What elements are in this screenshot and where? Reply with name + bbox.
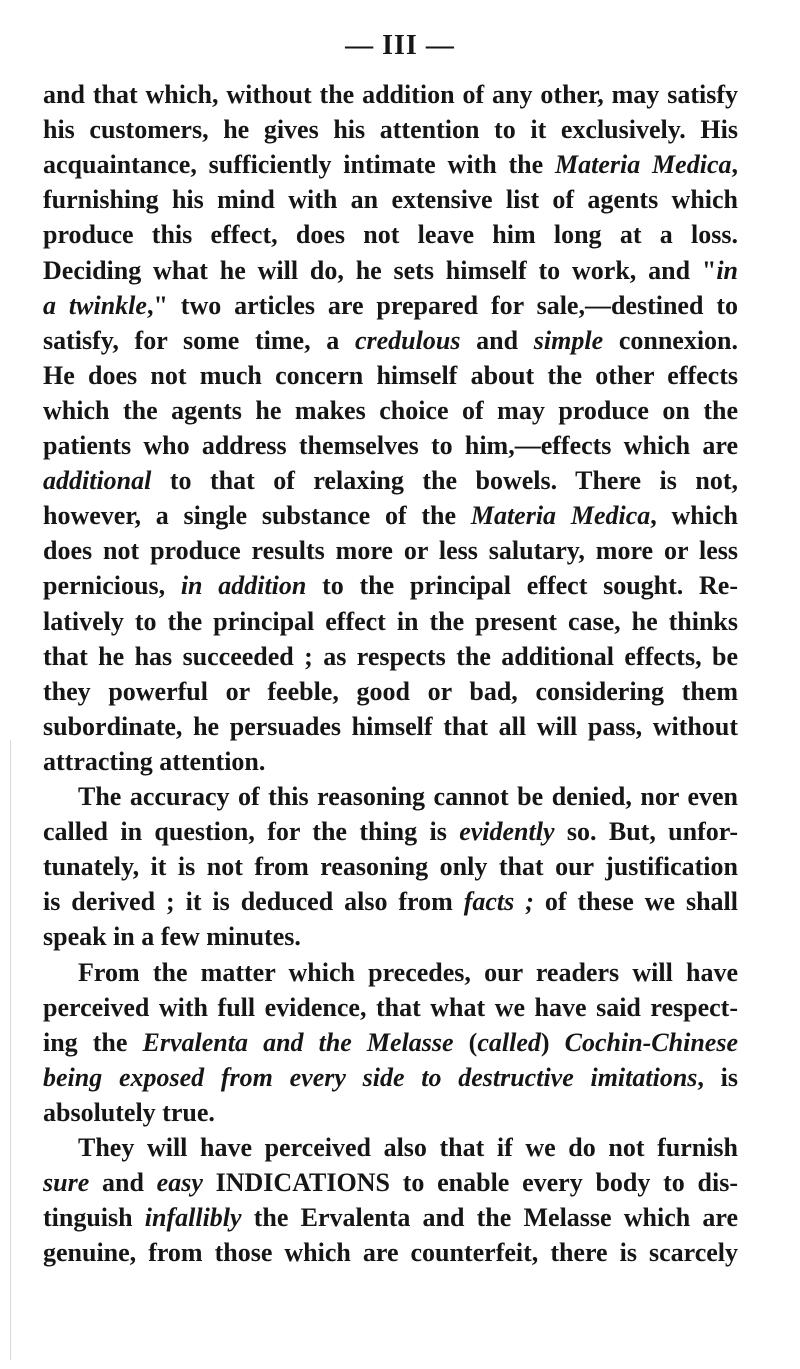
text-run: connexion. <box>603 325 739 355</box>
text-line <box>43 394 738 428</box>
text-line <box>43 850 738 884</box>
text-run: produce this effect, does not leave him long at a loss. <box>43 220 738 250</box>
text-run: He does not much concern himself about the other effects <box>43 360 738 390</box>
text-run: furnishing his mind with an extensive list of agents which <box>43 185 738 215</box>
text-run: From the matter which precedes, our readers will have <box>78 957 738 987</box>
text-line <box>43 745 265 779</box>
text-run: pernicious, <box>43 571 181 601</box>
text-run: ( <box>453 1027 478 1057</box>
text-line <box>43 1236 738 1270</box>
text-run: They will have perceived also that if we do not furnish <box>78 1133 738 1162</box>
text-run: perceived with full evidence, that what we have said respect- <box>43 992 738 1022</box>
text-run: so. But, unfor- <box>554 817 738 847</box>
italic-text: evidently <box>459 817 555 847</box>
text-run: ing the <box>43 1027 143 1057</box>
text-run: absolutely true. <box>43 1097 215 1127</box>
italic-text: Materia Medica <box>470 501 651 531</box>
text-run: they powerful or feeble, good or bad, considering them <box>43 676 738 706</box>
italic-text: infallibly <box>144 1203 242 1233</box>
text-line <box>43 569 738 603</box>
text-run: and <box>460 325 534 355</box>
text-line <box>43 218 738 252</box>
text-run: patients who address themselves to him,—effects which are <box>43 431 738 460</box>
text-run: genuine, from those which are counterfeit, there is scarcely <box>43 1238 738 1268</box>
text-line <box>43 254 738 288</box>
text-run: subordinate, he persuades himself that all will pass, without <box>43 711 738 741</box>
italic-text: a twinkle <box>43 290 147 320</box>
text-run: to that of relaxing the bowels. There is not, <box>151 466 738 496</box>
text-line <box>43 1166 738 1200</box>
italic-text: sure <box>43 1168 90 1198</box>
italic-text: being exposed from every side to destructive imitations <box>43 1062 698 1092</box>
text-line <box>43 148 738 182</box>
text-run: his customers, he gives his attention to it exclusively. His <box>43 115 738 145</box>
italic-text: Materia Medica <box>555 150 732 180</box>
text-line <box>43 1096 215 1130</box>
text-line <box>43 710 738 744</box>
text-run: Deciding what he will do, he sets himself to work, and " <box>43 255 717 285</box>
italic-text: credulous <box>354 325 461 355</box>
text-run: , is <box>697 1062 738 1092</box>
text-run: acquaintance, sufficiently intimate with the <box>43 150 555 180</box>
text-line <box>78 780 738 814</box>
text-line <box>78 956 738 990</box>
text-run: which the agents he makes choice of may produce on the <box>43 395 738 425</box>
text-run: INDICATIONS to enable every body to dis- <box>202 1168 738 1198</box>
text-run: latively to the principal effect in the present case, he thinks <box>43 606 738 636</box>
text-line <box>43 1061 738 1095</box>
text-run: , <box>731 150 738 180</box>
text-run: and that which, without the addition of any other, may satisfy <box>43 80 738 109</box>
text-line <box>43 605 738 639</box>
text-line <box>43 815 738 849</box>
italic-text: simple <box>533 325 604 355</box>
italic-text: Ervalenta and the Melasse <box>142 1027 454 1057</box>
text-line <box>43 499 738 533</box>
text-run: the Ervalenta and the Melasse which are <box>241 1203 738 1233</box>
text-line <box>43 183 738 217</box>
italic-text: called <box>477 1027 541 1057</box>
text-line <box>43 289 738 323</box>
text-line <box>43 359 738 393</box>
text-run: however, a single substance of the <box>43 501 471 531</box>
text-line <box>43 675 738 709</box>
italic-text: in <box>716 255 738 285</box>
text-line <box>43 429 738 463</box>
text-run: of these we shall <box>533 887 738 917</box>
text-run: ," two articles are prepared for sale,—destined to <box>146 290 739 320</box>
text-run: and <box>89 1168 157 1198</box>
text-run: to the principal effect sought. Re- <box>306 571 738 601</box>
text-run: called in question, for the thing is <box>43 817 460 847</box>
italic-text: additional <box>43 466 152 496</box>
text-line <box>43 1026 738 1060</box>
italic-text: in addition <box>180 571 307 601</box>
text-line <box>43 1201 738 1235</box>
text-run: The accuracy of this reasoning cannot be denied, nor even <box>78 782 738 811</box>
italic-text: easy <box>156 1168 203 1198</box>
text-run: is derived ; it is deduced also from <box>43 887 464 917</box>
text-line <box>43 324 738 358</box>
text-line <box>43 885 738 919</box>
italic-text: Cochin-Chinese <box>564 1027 738 1057</box>
text-line <box>43 640 738 674</box>
text-run: , which <box>650 501 738 531</box>
text-line <box>78 1131 738 1165</box>
text-run: satisfy, for some time, a <box>43 325 355 355</box>
text-run: does not produce results more or less salutary, more or less <box>43 536 738 566</box>
text-run: attracting attention. <box>43 746 266 776</box>
text-run: tunately, it is not from reasoning only that our justification <box>43 852 738 882</box>
text-line <box>43 113 738 147</box>
text-line <box>43 991 738 1025</box>
text-line <box>43 534 738 568</box>
italic-text: facts ; <box>463 887 534 917</box>
text-line <box>43 920 301 954</box>
text-run: tinguish <box>43 1203 145 1233</box>
margin-shadow <box>10 740 11 1360</box>
text-line <box>43 78 738 112</box>
text-run: that he has succeeded ; as respects the additional effects, be <box>43 641 738 671</box>
page-number: — III — <box>345 30 455 61</box>
text-run: speak in a few minutes. <box>43 922 301 952</box>
text-run: ) <box>540 1027 565 1057</box>
text-line <box>43 464 738 498</box>
